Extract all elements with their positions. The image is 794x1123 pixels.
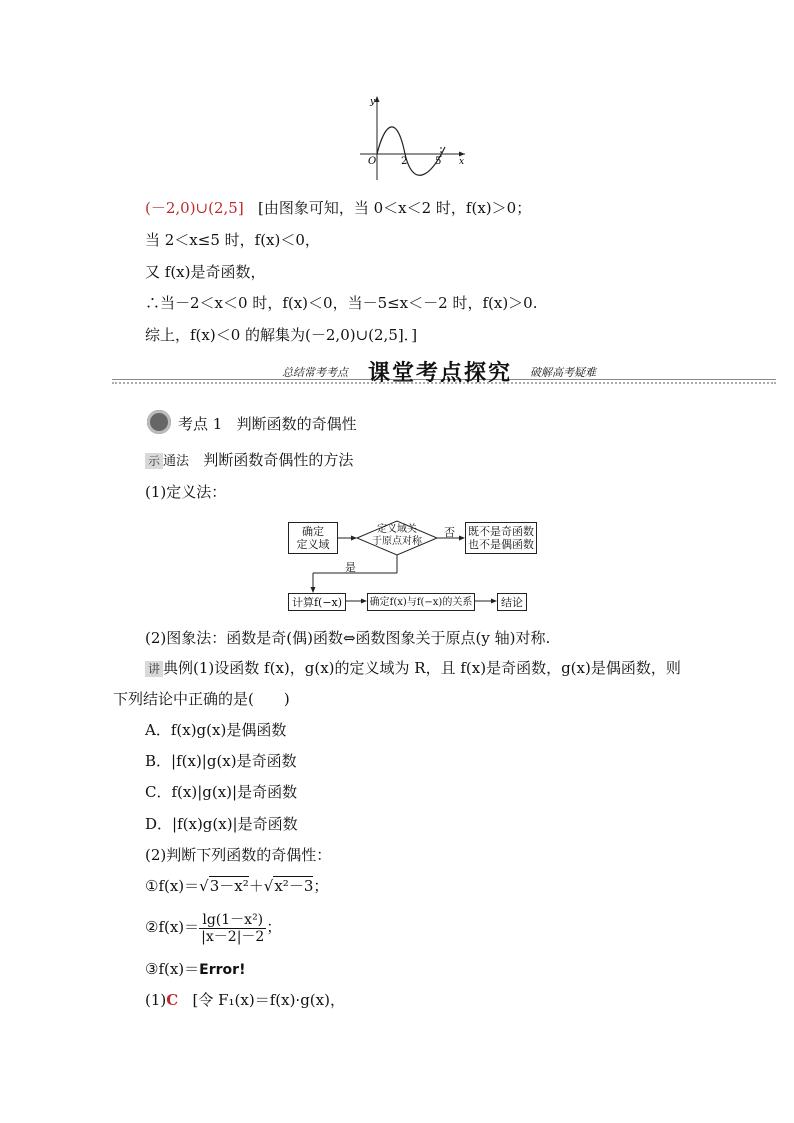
example-question-line-2: 下列结论中正确的是( ) — [113, 690, 290, 708]
flow-domain-box: 确定 定义域 — [288, 522, 338, 554]
option-a: A．f(x)g(x)是偶函数 — [145, 721, 287, 739]
method-tag: 示 — [145, 453, 163, 469]
flow-no-label: 否 — [444, 526, 455, 539]
function-2: ②f(x)＝ $\frac{\text{lg(1－x²)}}{|x-2|-2}$ ； — [145, 911, 282, 945]
graph-y-label: y — [370, 97, 376, 107]
option-b: B．|f(x)|g(x)是奇函数 — [145, 752, 297, 770]
header-right-text: 破解高考疑难 — [530, 366, 596, 379]
sqrt-2: x²－3 — [274, 877, 314, 895]
flow-relation-box: 确定f(x)与f(−x)的关系 — [367, 593, 475, 611]
example-tag: 讲 — [145, 661, 163, 677]
solution-line-3: 又 f(x)是奇函数， — [145, 263, 266, 281]
answer-text: [令 F₁(x)＝f(x)·g(x)， — [192, 991, 345, 1009]
graph-origin: O — [368, 156, 377, 167]
kaodian-circle-icon — [147, 410, 171, 434]
function-3-value: Error! — [199, 962, 246, 978]
flow-diamond-text: 定义域关 于原点对称 — [372, 524, 422, 547]
flow-conclusion-box: 结论 — [497, 593, 527, 611]
function-3: ③f(x)＝Error! — [145, 960, 246, 978]
method-tag-rest: 通法 — [163, 454, 190, 469]
example-tag-rest: 典例 — [163, 659, 194, 677]
answer-letter: C — [166, 991, 179, 1009]
graph-tick-5: 5 — [435, 156, 442, 167]
graph-x-label: x — [459, 157, 465, 167]
graph-tick-2: 2 — [401, 156, 408, 167]
flow-yes-label: 是 — [345, 561, 356, 574]
solution-answer: (－2,0)∪(2,5] — [145, 199, 244, 217]
kaodian-title: 判断函数的奇偶性 — [236, 415, 357, 433]
header-left-text: 总结常考考点 — [282, 366, 348, 379]
kaodian-heading — [178, 414, 357, 434]
section-header — [112, 356, 776, 384]
flow-compute-box: 计算f(−x) — [288, 593, 346, 611]
solution-line-5: 综上，f(x)＜0 的解集为(－2,0)∪(2,5]．] — [145, 326, 418, 344]
example-q2: (2)判断下列函数的奇偶性： — [145, 846, 332, 864]
graph-method: (2)图象法：函数是奇(偶)函数⇔函数图象关于原点(y 轴)对称. — [145, 629, 551, 647]
solution-text: [由图象可知，当 0＜x＜2 时，f(x)＞0； — [258, 199, 532, 217]
header-title: 课堂考点探究 — [368, 361, 513, 386]
example-q1-text: (1)设函数 f(x)，g(x)的定义域为 R，且 f(x)是奇函数，g(x)是偶函数，则 — [193, 659, 681, 677]
flow-neither-box: 既不是奇函数 也不是偶函数 — [465, 522, 537, 554]
sqrt-1: 3－x² — [209, 877, 249, 895]
fraction-2: $\frac{\text{lg(1－x²)}}{|x-2|-2}$ — [201, 911, 265, 945]
function-graph — [355, 92, 470, 182]
answer-line: (1)C [令 F₁(x)＝f(x)·g(x)， — [145, 991, 345, 1009]
example-question-line-1 — [145, 658, 681, 678]
method-title: 判断函数奇偶性的方法 — [203, 451, 354, 469]
solution-line-4: ∴当－2＜x＜0 时，f(x)＜0，当－5≤x＜－2 时，f(x)＞0. — [145, 294, 538, 312]
option-c: C．f(x)|g(x)|是奇函数 — [145, 783, 298, 801]
option-d: D．|f(x)g(x)|是奇函数 — [145, 815, 298, 833]
definition-method: (1)定义法： — [145, 483, 227, 501]
function-1: ①f(x)＝√3－x²＋√x²－3； — [145, 877, 329, 895]
method-heading — [145, 450, 353, 472]
kaodian-label: 考点 1 — [178, 415, 223, 433]
solution-line-1 — [145, 198, 531, 218]
solution-line-2: 当 2＜x≤5 时，f(x)＜0， — [145, 231, 320, 249]
